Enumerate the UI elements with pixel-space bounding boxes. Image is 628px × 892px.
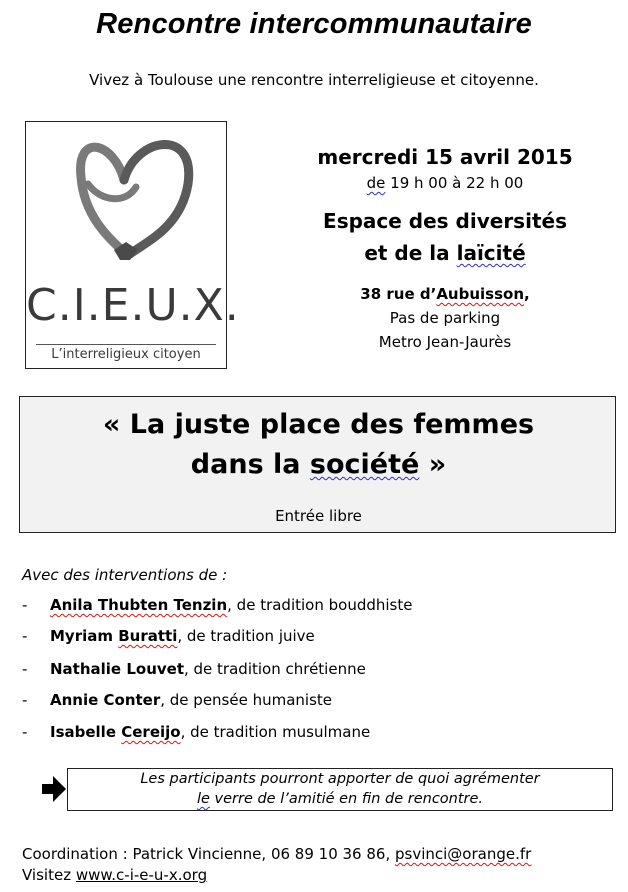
speaker-name-flagged: Buratti [118,627,178,645]
logo-panel [25,121,240,369]
list-dash: - [22,660,28,678]
list-item [22,627,315,645]
address-a: 38 rue d’ [360,285,437,303]
parking-info: Pas de parking [389,309,501,327]
speaker-desc: , de tradition bouddhiste [227,596,413,614]
logo-name: C.I.E.U.X. [26,280,240,331]
speaker-name: Annie Conter [50,691,161,709]
speaker-desc: , de tradition juive [177,627,315,645]
list-dash: - [22,596,28,614]
right-arrow-icon [42,776,66,802]
page-subtitle: Vivez à Toulouse une rencontre interreligieuse et citoyenne. [89,71,539,89]
speaker-name-flagged: Anila Thubten Tenzin [50,596,228,614]
list-item [22,691,332,709]
list-dash: - [22,627,28,645]
note-panel [67,768,613,811]
speaker-name: Isabelle [50,723,122,741]
list-dash: - [22,723,28,741]
speaker-name-flagged: Cereijo [121,723,181,741]
metro-info: Metro Jean-Jaurès [378,333,512,351]
page-title: Rencontre intercommunautaire [96,8,532,40]
speaker-name: Myriam [50,627,119,645]
address-b: Aubuisson [436,285,524,303]
speaker-name: Nathalie Louvet [50,660,184,678]
note-line-2-b: verre de l’amitié en fin de rencontre. [209,791,484,807]
venue-line-2-b: laïcité [456,241,526,265]
visit-text: Visitez [22,866,76,884]
note-line-2 [68,789,612,809]
entry-info: Entrée libre [275,507,362,525]
event-date: mercredi 15 avril 2015 [317,145,573,169]
theme-line-2 [20,449,617,480]
theme-line-1: « La juste place des femmes [102,409,535,440]
event-address [260,285,628,303]
logo-tagline: L’interreligieux citoyen [36,344,216,362]
theme-line-2-b: société [309,449,420,480]
list-item [22,660,366,678]
time-range: 19 h 00 à 22 h 00 [385,174,524,192]
theme-panel [19,396,616,533]
coordination-text: Coordination : Patrick Vincienne, 06 89 10 36 86, [22,845,395,863]
address-c: , [524,285,530,303]
theme-line-2-a: dans la [190,449,310,480]
visit-line [22,866,207,884]
speaker-desc: , de tradition musulmane [180,723,371,741]
coordination [22,845,531,863]
list-item [22,596,412,614]
note-line-1: Les participants pourront apporter de quoi agrémenter [140,771,540,787]
website-link[interactable]: www.c-i-e-u-x.org [75,866,208,884]
venue-line-1: Espace des diversités [323,209,567,233]
speaker-desc: , de pensée humaniste [160,691,333,709]
email-link[interactable]: psvinci@orange.fr [395,845,532,863]
venue-line-2-a: et de la [364,241,457,265]
list-dash: - [22,691,28,709]
speakers-intro: Avec des interventions de : [22,566,228,584]
time-prefix: de [366,174,386,192]
venue-line-2 [260,241,628,265]
theme-line-2-c: » [419,449,447,480]
speaker-desc: , de tradition chrétienne [184,660,366,678]
note-line-2-a: le [196,791,210,807]
list-item [22,723,370,741]
event-time [260,174,628,192]
